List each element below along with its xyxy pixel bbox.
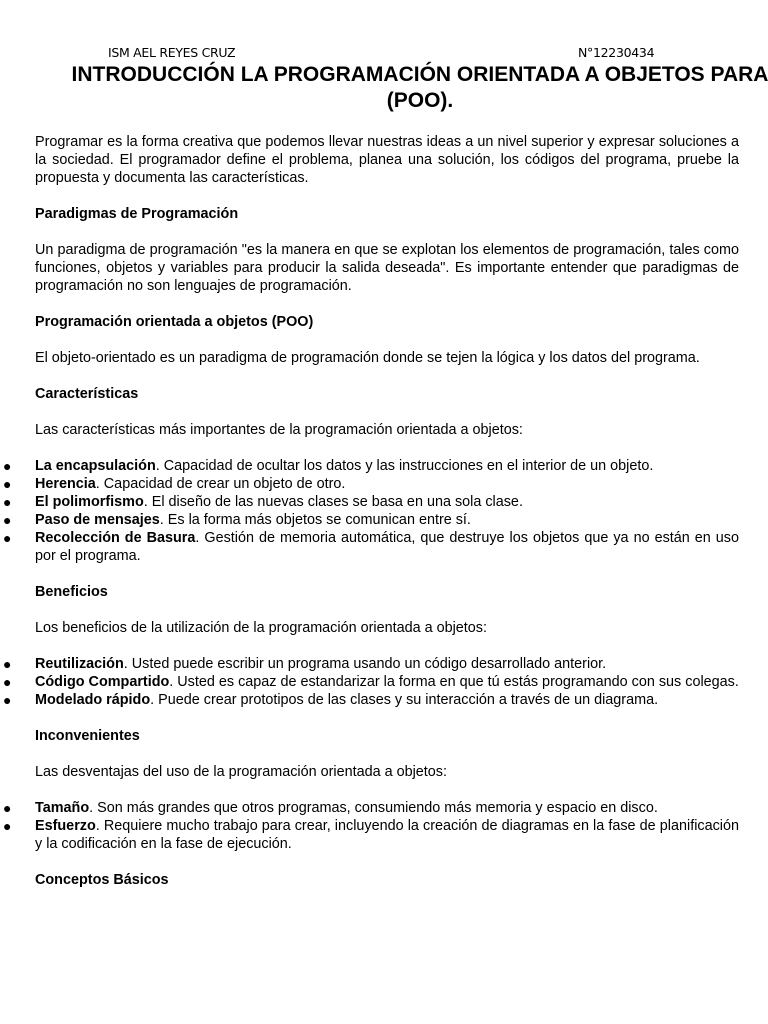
bullet-icon: ● bbox=[3, 818, 12, 834]
section-heading-poo: Programación orientada a objetos (POO) bbox=[35, 314, 314, 330]
author-name: ISM AEL REYES CRUZ bbox=[108, 45, 236, 60]
section-heading-caracteristicas: Características bbox=[35, 386, 139, 402]
list-item-term: Esfuerzo bbox=[35, 818, 96, 834]
section-heading-conceptos: Conceptos Básicos bbox=[35, 872, 169, 888]
document-body bbox=[3, 133, 739, 907]
section-heading-beneficios: Beneficios bbox=[35, 584, 108, 600]
list-item bbox=[3, 529, 739, 565]
bullet-icon: ● bbox=[3, 476, 12, 492]
beneficios-list bbox=[3, 655, 739, 709]
list-item-desc: . Gestión de memoria automática, que destruye los objetos que ya no están en uso por el programa. bbox=[35, 530, 739, 564]
bullet-icon: ● bbox=[3, 800, 12, 816]
list-item bbox=[3, 691, 739, 709]
list-item bbox=[3, 475, 739, 493]
list-item-term: El polimorfismo bbox=[35, 494, 144, 510]
list-item-desc: . Es la forma más objetos se comunican entre sí. bbox=[159, 512, 471, 528]
list-item-term: Modelado rápido bbox=[35, 692, 151, 708]
bullet-icon: ● bbox=[3, 674, 12, 690]
list-item-term: Reutilización bbox=[35, 656, 124, 672]
list-item-term: Herencia bbox=[35, 476, 96, 492]
inconvenientes-intro: Las desventajas del uso de la programación orientada a objetos: bbox=[35, 764, 448, 780]
paradigmas-paragraph: Un paradigma de programación "es la manera en que se explotan los elementos de programación, tales como funciones, objetos y variables para producir la salida deseada". Es importante entender que paradigmas de programación no son lenguajes de programación. bbox=[35, 242, 739, 294]
list-item-term: Recolección de Basura bbox=[35, 530, 196, 546]
list-item-term: Paso de mensajes bbox=[35, 512, 160, 528]
list-item-term: Tamaño bbox=[35, 800, 90, 816]
list-item-desc: . Puede crear prototipos de las clases y su interacción a través de un diagrama. bbox=[150, 692, 659, 708]
section-heading-paradigmas: Paradigmas de Programación bbox=[35, 206, 239, 222]
list-item-desc: . Son más grandes que otros programas, consumiendo más memoria y espacio en disco. bbox=[89, 800, 658, 816]
list-item-desc: . Capacidad de ocultar los datos y las instrucciones en el interior de un objeto. bbox=[155, 458, 654, 474]
list-item bbox=[3, 493, 739, 511]
list-item-term: Código Compartido bbox=[35, 674, 170, 690]
caracteristicas-list bbox=[3, 457, 739, 565]
list-item bbox=[3, 511, 739, 529]
inconvenientes-list bbox=[3, 799, 739, 853]
intro-paragraph: Programar es la forma creativa que podemos llevar nuestras ideas a un nivel superior y expresar soluciones a la sociedad. El programador define el problema, planea una solución, los códigos del programa, pruebe la propuesta y documenta las características. bbox=[35, 134, 739, 186]
section-heading-inconvenientes: Inconvenientes bbox=[35, 728, 140, 744]
list-item-term: La encapsulación bbox=[35, 458, 156, 474]
list-item-desc: . Capacidad de crear un objeto de otro. bbox=[95, 476, 346, 492]
poo-paragraph: El objeto-orientado es un paradigma de programación donde se tejen la lógica y los datos del programa. bbox=[35, 350, 700, 366]
bullet-icon: ● bbox=[3, 692, 12, 708]
bullet-icon: ● bbox=[3, 530, 12, 546]
list-item-desc: . Usted es capaz de estandarizar la forma en que tú estás programando con sus colegas. bbox=[169, 674, 739, 690]
list-item bbox=[3, 673, 739, 691]
list-item bbox=[3, 457, 739, 475]
list-item-desc: . Requiere mucho trabajo para crear, incluyendo la creación de diagramas en la fase de planificación y la codificación en la fase de ejecución. bbox=[35, 818, 739, 852]
bullet-icon: ● bbox=[3, 458, 12, 474]
document-title: INTRODUCCIÓN LA PROGRAMACIÓN ORIENTADA A OBJETOS PARA (POO). bbox=[71, 63, 768, 112]
list-item bbox=[3, 799, 739, 817]
student-number: N°12230434 bbox=[578, 45, 655, 60]
list-item bbox=[3, 655, 739, 673]
bullet-icon: ● bbox=[3, 512, 12, 528]
bullet-icon: ● bbox=[3, 494, 12, 510]
bullet-icon: ● bbox=[3, 656, 12, 672]
beneficios-intro: Los beneficios de la utilización de la programación orientada a objetos: bbox=[35, 620, 487, 636]
document-header bbox=[0, 45, 768, 61]
list-item bbox=[3, 817, 739, 853]
caracteristicas-intro: Las características más importantes de la programación orientada a objetos: bbox=[35, 422, 523, 438]
list-item-desc: . Usted puede escribir un programa usando un código desarrollado anterior. bbox=[123, 656, 607, 672]
list-item-desc: . El diseño de las nuevas clases se basa en una sola clase. bbox=[143, 494, 523, 510]
